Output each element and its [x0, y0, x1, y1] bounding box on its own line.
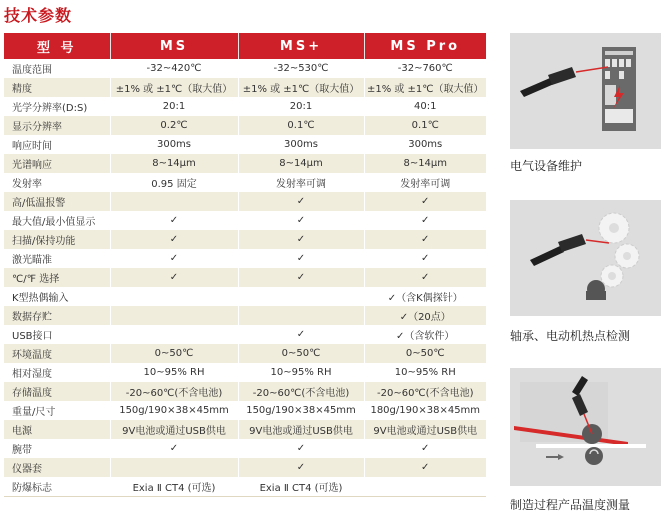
spec-ms-plus: -20~60℃(不含电池): [238, 382, 364, 401]
spec-ms: 0~50℃: [110, 344, 238, 363]
spec-name: 环境温度: [4, 344, 110, 363]
header-ms-plus: MS+: [238, 33, 364, 59]
spec-ms-plus: [238, 306, 364, 325]
spec-ms-plus: 300ms: [238, 135, 364, 154]
spec-ms: 150g/190×38×45mm: [110, 401, 238, 420]
application-image-bearing: [510, 200, 661, 316]
table-row: [4, 230, 486, 249]
spec-name: 腕带: [4, 439, 110, 458]
table-row: [4, 306, 486, 325]
spec-name: 高/低温报警: [4, 192, 110, 211]
spec-ms: ✓: [110, 268, 238, 287]
table-row: [4, 249, 486, 268]
spec-ms-plus: ✓: [238, 268, 364, 287]
spec-ms-plus: [238, 287, 364, 306]
spec-ms-pro: ✓: [364, 268, 486, 287]
spec-ms-plus: ✓: [238, 325, 364, 344]
spec-ms-pro: ✓: [364, 439, 486, 458]
spec-ms: 0.2℃: [110, 116, 238, 135]
spec-ms-plus: ✓: [238, 249, 364, 268]
spec-ms-pro: 9V电池或通过USB供电: [364, 420, 486, 439]
spec-ms-pro: 发射率可调: [364, 173, 486, 192]
table-row: [4, 439, 486, 458]
spec-ms-plus: ✓: [238, 230, 364, 249]
header-ms: MS: [110, 33, 238, 59]
spec-ms-plus: 0.1℃: [238, 116, 364, 135]
spec-ms-plus: ✓: [238, 192, 364, 211]
spec-ms-pro: -20~60℃(不含电池): [364, 382, 486, 401]
spec-ms: 300ms: [110, 135, 238, 154]
spec-ms-pro: ✓（含K偶探针）: [364, 287, 486, 306]
spec-ms-pro: 0~50℃: [364, 344, 486, 363]
spec-ms: 0.95 固定: [110, 173, 238, 192]
spec-name: 存储温度: [4, 382, 110, 401]
application-image-manufacturing: [510, 368, 661, 486]
application-image-electrical: [510, 33, 661, 149]
table-row: [4, 59, 486, 78]
table-row: [4, 344, 486, 363]
spec-name: 精度: [4, 78, 110, 97]
header-ms-pro: MS Pro: [364, 33, 486, 59]
spec-ms-plus: 0~50℃: [238, 344, 364, 363]
spec-ms-plus: Exia Ⅱ CT4 (可选): [238, 477, 364, 496]
spec-ms-plus: ✓: [238, 211, 364, 230]
spec-ms: [110, 458, 238, 477]
table-row: [4, 477, 486, 496]
spec-ms-plus: 150g/190×38×45mm: [238, 401, 364, 420]
spec-name: K型热偶输入: [4, 287, 110, 306]
spec-ms-pro: 10~95% RH: [364, 363, 486, 382]
spec-table-header: [4, 33, 486, 59]
spec-ms: [110, 325, 238, 344]
spec-ms-plus: 发射率可调: [238, 173, 364, 192]
spec-ms-plus: ✓: [238, 458, 364, 477]
spec-name: 最大值/最小值显示: [4, 211, 110, 230]
spec-ms-pro: 180g/190×38×45mm: [364, 401, 486, 420]
spec-name: 仪器套: [4, 458, 110, 477]
spec-ms-plus: 10~95% RH: [238, 363, 364, 382]
spec-ms: 8~14μm: [110, 154, 238, 173]
spec-ms-pro: 8~14μm: [364, 154, 486, 173]
spec-ms-plus: 20:1: [238, 97, 364, 116]
spec-ms: ✓: [110, 249, 238, 268]
spec-ms-plus: ±1% 或 ±1℃（取大值）: [238, 78, 364, 97]
table-row: [4, 325, 486, 344]
spec-ms: ±1% 或 ±1℃（取大值）: [110, 78, 238, 97]
table-row: [4, 78, 486, 97]
spec-ms: Exia Ⅱ CT4 (可选): [110, 477, 238, 496]
table-row: [4, 382, 486, 401]
spec-ms: ✓: [110, 211, 238, 230]
spec-name: ℃/℉ 选择: [4, 268, 110, 287]
table-row: [4, 192, 486, 211]
spec-name: 发射率: [4, 173, 110, 192]
spec-ms-pro: ✓: [364, 192, 486, 211]
application-caption-manufacturing: 制造过程产品温度测量: [510, 498, 631, 512]
spec-ms-plus: 9V电池或通过USB供电: [238, 420, 364, 439]
spec-ms-pro: ✓: [364, 230, 486, 249]
spec-ms-pro: 0.1℃: [364, 116, 486, 135]
spec-name: 激光瞄准: [4, 249, 110, 268]
header-model: 型 号: [4, 33, 110, 59]
spec-ms-pro: ±1% 或 ±1℃（取大值）: [364, 78, 486, 97]
production-roller-icon: [510, 368, 661, 486]
bearing-gears-icon: [510, 200, 661, 316]
spec-name: 光谱响应: [4, 154, 110, 173]
spec-name: 响应时间: [4, 135, 110, 154]
spec-ms-plus: ✓: [238, 439, 364, 458]
spec-name: USB接口: [4, 325, 110, 344]
table-row: [4, 154, 486, 173]
spec-name: 温度范围: [4, 59, 110, 78]
spec-ms-pro: 300ms: [364, 135, 486, 154]
spec-name: 数据存贮: [4, 306, 110, 325]
spec-ms: [110, 192, 238, 211]
table-row: [4, 458, 486, 477]
spec-ms: -32~420℃: [110, 59, 238, 78]
table-row: [4, 211, 486, 230]
spec-ms-pro: ✓: [364, 249, 486, 268]
spec-ms: [110, 287, 238, 306]
table-row: [4, 401, 486, 420]
spec-name: 光学分辨率(D:S): [4, 97, 110, 116]
spec-name: 电源: [4, 420, 110, 439]
application-caption-electrical: 电气设备维护: [510, 159, 583, 173]
spec-ms: 10~95% RH: [110, 363, 238, 382]
spec-ms-pro: ✓（含软件）: [364, 325, 486, 344]
spec-ms-plus: -32~530℃: [238, 59, 364, 78]
application-caption-bearing: 轴承、电动机热点检测: [510, 329, 631, 343]
spec-ms-pro: -32~760℃: [364, 59, 486, 78]
table-row: [4, 268, 486, 287]
table-row: [4, 420, 486, 439]
spec-ms: -20~60℃(不含电池): [110, 382, 238, 401]
spec-ms-pro: ✓: [364, 458, 486, 477]
spec-ms: 20:1: [110, 97, 238, 116]
spec-ms: ✓: [110, 439, 238, 458]
spec-ms-pro: 40:1: [364, 97, 486, 116]
spec-ms-pro: ✓（20点）: [364, 306, 486, 325]
spec-table: [4, 33, 486, 497]
spec-ms: 9V电池或通过USB供电: [110, 420, 238, 439]
table-row: [4, 135, 486, 154]
spec-name: 重量/尺寸: [4, 401, 110, 420]
spec-name: 显示分辨率: [4, 116, 110, 135]
spec-name: 防爆标志: [4, 477, 110, 496]
electrical-cabinet-icon: [510, 33, 661, 149]
spec-ms: ✓: [110, 230, 238, 249]
spec-ms-pro: ✓: [364, 211, 486, 230]
table-row: [4, 287, 486, 306]
spec-ms: [110, 306, 238, 325]
spec-table-body: [4, 59, 486, 496]
table-row: [4, 97, 486, 116]
spec-ms-pro: [364, 477, 486, 496]
table-row: [4, 116, 486, 135]
page-title: 技术参数: [4, 6, 73, 25]
spec-name: 相对湿度: [4, 363, 110, 382]
table-row: [4, 363, 486, 382]
spec-ms-plus: 8~14μm: [238, 154, 364, 173]
spec-name: 扫描/保持功能: [4, 230, 110, 249]
table-row: [4, 173, 486, 192]
